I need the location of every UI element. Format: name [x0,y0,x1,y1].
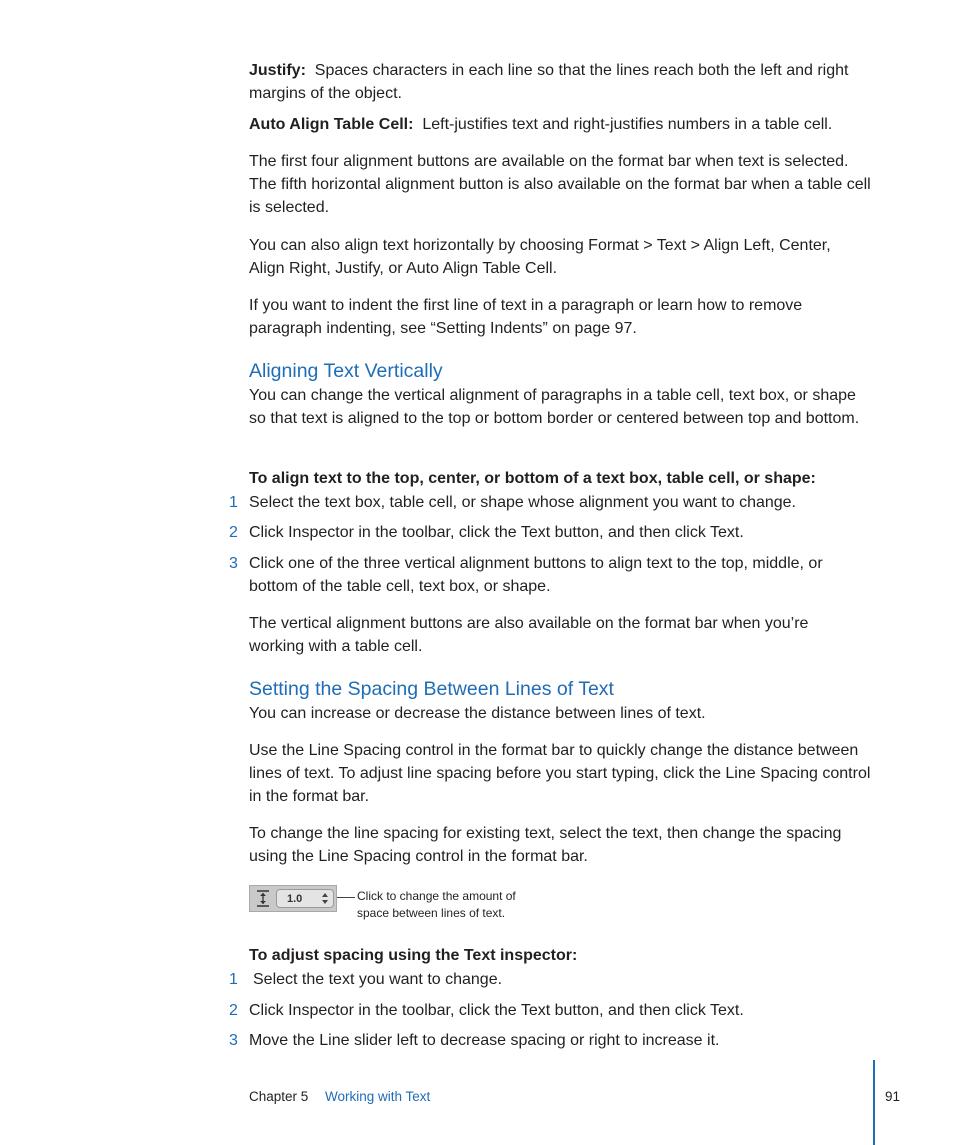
callout-line-2: space between lines of text. [357,906,506,920]
step-number: 1 [229,494,238,511]
footer-chapter-title: Working with Text [325,1089,431,1104]
step-text: Click Inspector in the toolbar, click the Text button, and then click Text. [249,524,744,541]
callout-line-1: Click to change the amount of [357,889,516,903]
callout-text [357,888,557,922]
auto-align-text: Left-justifies text and right-justifies numbers in a table cell. [422,116,833,133]
task-heading: To adjust spacing using the Text inspector: [249,947,578,964]
page-number: 91 [885,1089,901,1104]
step-number: 2 [229,1002,238,1019]
justify-term: Justify: [249,62,306,79]
step-number: 3 [229,1032,238,1049]
step-text: Select the text you want to change. [253,971,503,988]
paragraph: If you want to indent the first line of text in a paragraph or learn how to remove paragraph indenting, see “Setting Indents” on page 97. [249,297,803,337]
callout-line [337,897,355,898]
paragraph: To change the line spacing for existing text, select the text, then change the spacing using the Line Spacing control in the format bar. [249,825,842,865]
auto-align-term: Auto Align Table Cell: [249,116,414,133]
step-text: Click Inspector in the toolbar, click the Text button, and then click Text. [249,1002,744,1019]
section-heading: Aligning Text Vertically [249,360,443,382]
step-text: Click one of the three vertical alignment buttons to align text to the top, middle, or bottom of the table cell, text box, or shape. [249,555,823,595]
section-heading: Setting the Spacing Between Lines of Text [249,678,614,700]
auto-align-definition [249,113,875,136]
step-number: 2 [229,524,238,541]
line-spacing-icon [254,889,272,908]
justify-text: Spaces characters in each line so that the lines reach both the left and right margins of the object. [249,62,849,102]
paragraph: You can increase or decrease the distance between lines of text. [249,705,706,722]
footer-rule [873,1060,875,1145]
paragraph: The first four alignment buttons are available on the format bar when text is selected. The fifth horizontal alignment button is also available on the format bar when a table cell is selected. [249,153,871,216]
step-number: 3 [229,555,238,572]
paragraph: Use the Line Spacing control in the format bar to quickly change the distance between lines of text. To adjust line spacing before you start typing, click the Line Spacing control in the format bar. [249,742,871,805]
footer-chapter: Chapter 5 [249,1089,309,1104]
paragraph: The vertical alignment buttons are also available on the format bar when you’re working with a table cell. [249,615,809,655]
step-text: Move the Line slider left to decrease spacing or right to increase it. [249,1032,720,1049]
line-spacing-control[interactable] [249,885,337,912]
line-spacing-value: 1.0 [287,893,303,905]
task-heading: To align text to the top, center, or bottom of a text box, table cell, or shape: [249,470,816,487]
stepper-arrows-icon[interactable] [320,890,330,912]
line-spacing-field[interactable] [276,889,334,908]
paragraph: You can change the vertical alignment of paragraphs in a table cell, text box, or shape so that text is aligned to the top or bottom border or centered between top and bottom. [249,387,860,427]
paragraph: You can also align text horizontally by choosing Format > Text > Align Left, Center, Align Right, Justify, or Auto Align Table Cell. [249,237,831,277]
step-number: 1 [229,971,238,988]
justify-definition [249,59,875,105]
step-text: Select the text box, table cell, or shape whose alignment you want to change. [249,494,796,511]
